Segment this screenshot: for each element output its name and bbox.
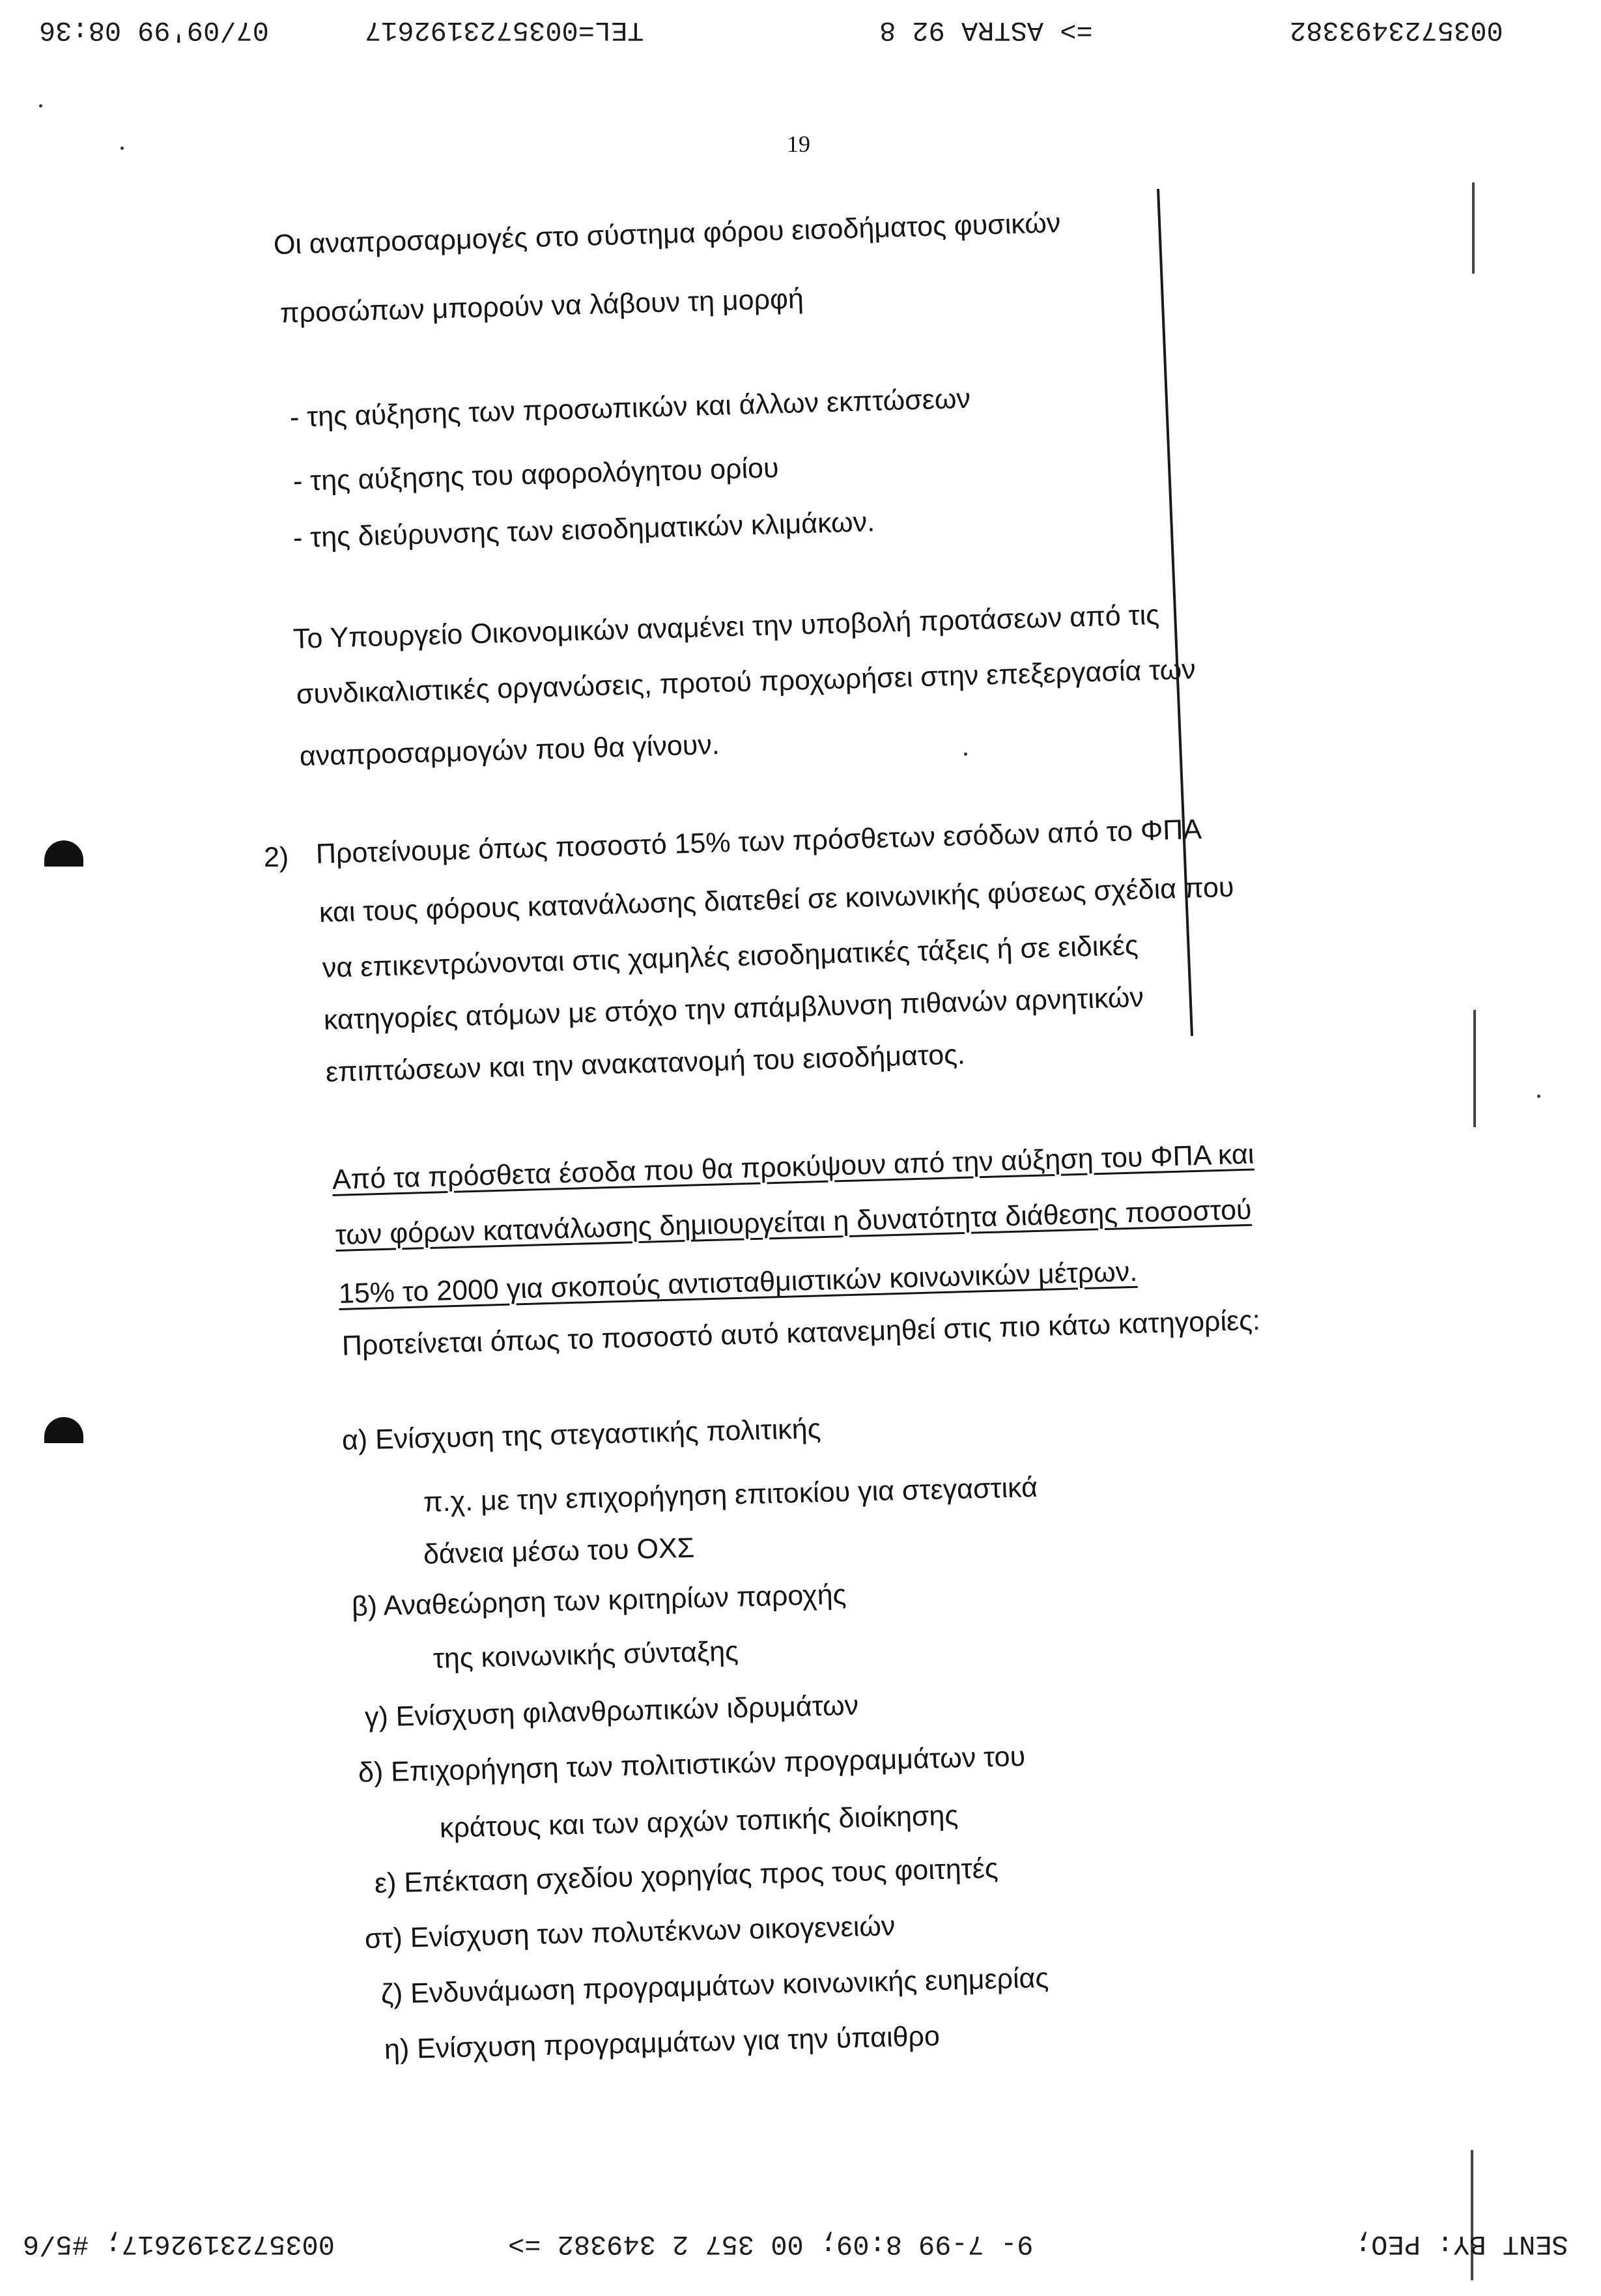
category-item: ε) Επέκταση σχεδίου χορηγίας προς τους φοιτητές bbox=[374, 1852, 999, 1899]
proposal2-line5: επιπτώσεων και την ανακατανομή του εισοδήματος. bbox=[325, 1039, 966, 1088]
proposal2-line2: και τους φόρους κατανάλωσης διατεθεί σε κοινωνικής φύσεως σχέδια που bbox=[319, 871, 1235, 928]
category-item: γ) Ενίσχυση φιλανθρωπικών ιδρυμάτων bbox=[364, 1689, 859, 1733]
fax-header-destination: => ASTRA 92 8 bbox=[879, 14, 1093, 46]
fax-footer-sender: SENT BY: PEO; bbox=[1355, 2228, 1568, 2260]
scan-edge-mark bbox=[1472, 182, 1475, 274]
category-item: ζ) Ενδυνάμωση προγραμμάτων κοινωνικής ευημερίας bbox=[380, 1962, 1049, 2010]
scan-edge-mark bbox=[1473, 1010, 1476, 1127]
fax-header-tel: TEL=0035723192617 bbox=[365, 14, 644, 46]
fax-footer-transmission: 9- 7-99 8:09; 00 357 2 349382 => bbox=[508, 2228, 1034, 2260]
page-number: 19 bbox=[787, 131, 810, 157]
scan-speck bbox=[1537, 1095, 1540, 1098]
paragraph3-line1: Από τα πρόσθετα έσοδα που θα προκύψουν από την αύξηση του ΦΠΑ και bbox=[332, 1138, 1254, 1196]
category-item: στ) Ενίσχυση των πολυτέκνων οικογενειών bbox=[364, 1910, 896, 1955]
category-item: δ) Επιχορήγηση των πολιτιστικών προγραμμάτων του bbox=[358, 1740, 1026, 1788]
scan-speck bbox=[39, 104, 42, 108]
proposal2-line1: Προτείνουμε όπως ποσοστό 15% των πρόσθετων εσόδων από το ΦΠΑ bbox=[315, 814, 1202, 870]
paragraph3-line4: Προτείνεται όπως το ποσοστό αυτό κατανεμηθεί στις πιο κάτω κατηγορίες: bbox=[341, 1304, 1261, 1362]
category-item: η) Ενίσχυση προγραμμάτων για την ύπαιθρο bbox=[384, 2020, 941, 2065]
fax-header-number: 0035723493382 bbox=[1290, 14, 1503, 46]
paragraph2-line1: Το Υπουργείο Οικονομικών αναμένει την υποβολή προτάσεων από τις bbox=[292, 599, 1160, 655]
bullet-item: - της διεύρυνσης των εισοδηματικών κλιμάκων. bbox=[292, 506, 875, 554]
proposal2-line4: κατηγορίες ατόμων με στόχο την απάμβλυνση πιθανών αρνητικών bbox=[323, 981, 1144, 1036]
category-item: β) Αναθεώρηση των κριτηρίων παροχής bbox=[351, 1579, 847, 1622]
fax-header-date: 07/09'99 08:36 bbox=[39, 14, 269, 46]
category-item: κράτους και των αρχών τοπικής διοίκησης bbox=[439, 1800, 959, 1844]
proposal2-line3: να επικεντρώνονται στις χαμηλές εισοδηματικές τάξεις ή σε ειδικές bbox=[322, 930, 1139, 984]
paragraph3-line2: των φόρων κατανάλωσης δημιουργείται η δυνατότητα διάθεσης ποσοστού bbox=[335, 1194, 1253, 1251]
category-item: της κοινωνικής σύνταξης bbox=[432, 1635, 739, 1674]
category-item: π.χ. με την επιχορήγηση επιτοκίου για στεγαστικά bbox=[423, 1471, 1038, 1518]
scan-edge-mark bbox=[1471, 2150, 1473, 2280]
paragraph1-line2: προσώπων μπορούν να λάβουν τη μορφή bbox=[279, 283, 804, 329]
scan-speck bbox=[120, 147, 124, 150]
bullet-item: - της αύξησης του αφορολόγητου ορίου bbox=[292, 452, 780, 497]
paragraph1-line1: Οι αναπροσαρμογές στο σύστημα φόρου εισοδήματος φυσικών bbox=[273, 207, 1061, 261]
paragraph2-line3: αναπροσαρμογών που θα γίνουν. bbox=[299, 729, 720, 772]
fax-footer-pages: 0035723192617; #5/6 bbox=[23, 2228, 335, 2260]
paragraph2-line2: συνδικαλιστικές οργανώσεις, προτού προχωρήσει στην επεξεργασία των bbox=[296, 653, 1197, 710]
category-item: δάνεια μέσω του ΟΧΣ bbox=[423, 1532, 695, 1570]
paragraph3-line3: 15% το 2000 για σκοπούς αντισταθμιστικών κοινωνικών μέτρων. bbox=[338, 1256, 1138, 1310]
bullet-item: - της αύξησης των προσωπικών και άλλων εκπτώσεων bbox=[289, 382, 971, 433]
proposal-number: 2) bbox=[264, 842, 289, 873]
scan-speck bbox=[964, 753, 967, 756]
category-item: α) Ενίσχυση της στεγαστικής πολιτικής bbox=[341, 1413, 821, 1456]
